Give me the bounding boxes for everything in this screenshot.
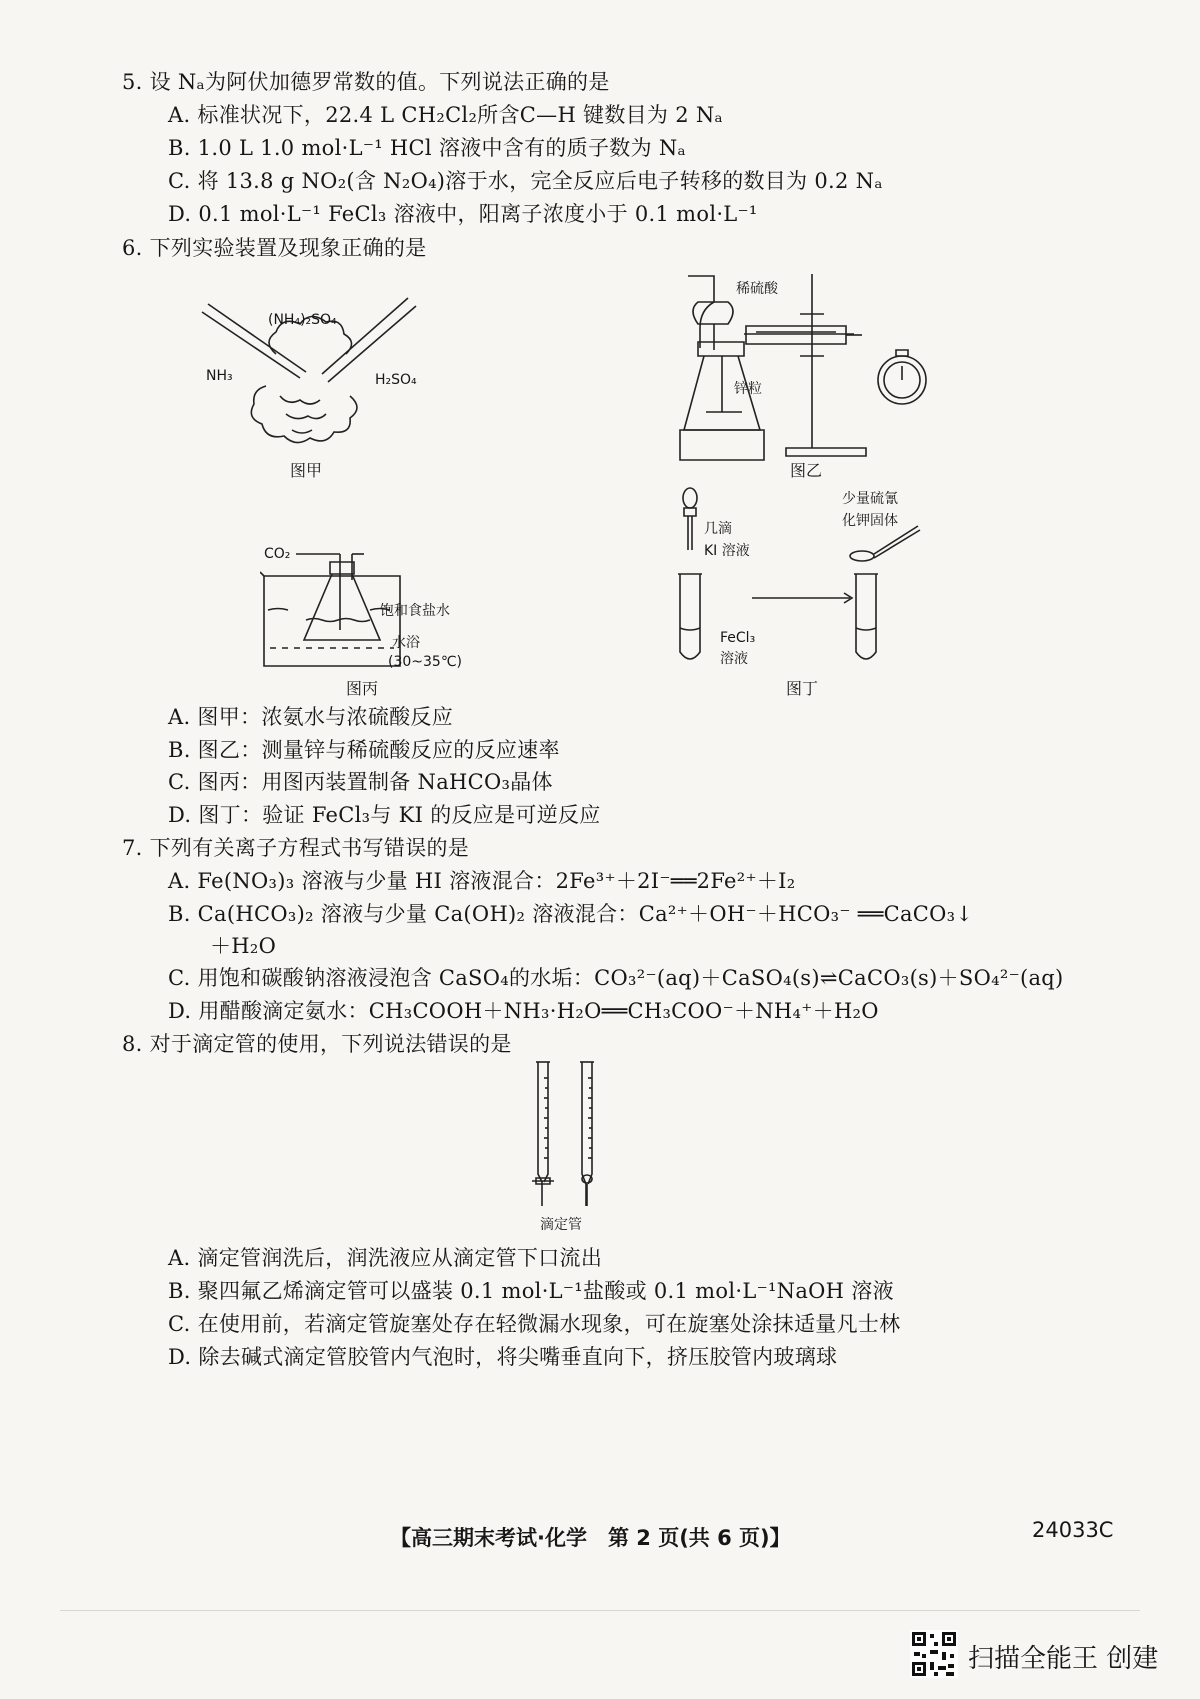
q6-option-a: A. 图甲：浓氨水与浓硫酸反应 bbox=[168, 705, 454, 729]
figure-bing-label-brine: 饱和食盐水 bbox=[380, 603, 450, 619]
figure-yi-caption: 图乙 bbox=[790, 461, 823, 480]
figure-burettes-caption: 滴定管 bbox=[540, 1217, 582, 1233]
figure-ding-label-kscn-1: 少量硫氰 bbox=[842, 491, 898, 507]
q5-option-d: D. 0.1 mol·L⁻¹ FeCl₃ 溶液中，阳离子浓度小于 0.1 mol·L⁻¹ bbox=[168, 202, 758, 226]
figure-jia-caption: 图甲 bbox=[290, 461, 323, 480]
q7-stem: 7. 下列有关离子方程式书写错误的是 bbox=[122, 836, 470, 860]
page-footer: 【高三期末考试·化学 第 2 页(共 6 页)】 bbox=[390, 1526, 791, 1550]
q7-option-b-continued: ＋H₂O bbox=[210, 934, 277, 958]
figure-bing-label-gas: CO₂ bbox=[264, 546, 291, 562]
figure-ding-label-solution: 溶液 bbox=[720, 651, 748, 667]
figure-ding-label-ki: KI 溶液 bbox=[704, 543, 750, 559]
figure-jia-label-left: NH₃ bbox=[206, 368, 233, 384]
q8-option-a: A. 滴定管润洗后，润洗液应从滴定管下口流出 bbox=[168, 1246, 603, 1270]
q7-option-a: A. Fe(NO₃)₃ 溶液与少量 HI 溶液混合：2Fe³⁺＋2I⁻══2Fe²⁺＋I₂ bbox=[168, 869, 796, 893]
figure-yi-gas-syringe bbox=[676, 262, 946, 462]
q6-option-d: D. 图丁：验证 FeCl₃与 KI 的反应是可逆反应 bbox=[168, 803, 601, 827]
q6-option-b: B. 图乙：测量锌与稀硫酸反应的反应速率 bbox=[168, 738, 560, 762]
scanner-watermark: 扫描全能王 创建 bbox=[968, 1644, 1159, 1674]
q8-option-b: B. 聚四氟乙烯滴定管可以盛装 0.1 mol·L⁻¹盐酸或 0.1 mol·L⁻¹NaOH 溶液 bbox=[168, 1279, 894, 1303]
q5-option-c: C. 将 13.8 g NO₂(含 N₂O₄)溶于水，完全反应后电子转移的数目为 0.2 Nₐ bbox=[168, 169, 883, 193]
figure-jia-label-right: H₂SO₄ bbox=[375, 372, 417, 388]
figure-yi-label-zinc: 锌粒 bbox=[734, 381, 762, 397]
figure-bing-label-bath: 水浴 bbox=[392, 635, 420, 651]
figure-bing-label-temp: (30~35℃) bbox=[388, 654, 463, 670]
exam-code: 24033C bbox=[1032, 1518, 1114, 1542]
figure-bing-caption: 图丙 bbox=[346, 679, 379, 698]
qr-code-icon bbox=[910, 1630, 958, 1678]
figure-burettes bbox=[524, 1058, 614, 1210]
figure-ding-label-fecl3: FeCl₃ bbox=[720, 630, 756, 646]
q8-option-c: C. 在使用前，若滴定管旋塞处存在轻微漏水现象，可在旋塞处涂抹适量凡士林 bbox=[168, 1312, 901, 1336]
q5-option-b: B. 1.0 L 1.0 mol·L⁻¹ HCl 溶液中含有的质子数为 Nₐ bbox=[168, 136, 686, 160]
q7-option-c: C. 用饱和碳酸钠溶液浸泡含 CaSO₄的水垢：CO₃²⁻(aq)＋CaSO₄(s)⇌CaCO₃(s)＋SO₄²⁻(aq) bbox=[168, 966, 1064, 990]
q7-option-b: B. Ca(HCO₃)₂ 溶液与少量 Ca(OH)₂ 溶液混合：Ca²⁺＋OH⁻＋HCO₃⁻ ══CaCO₃↓ bbox=[168, 902, 974, 926]
q7-option-d: D. 用醋酸滴定氨水：CH₃COOH＋NH₃·H₂O══CH₃COO⁻＋NH₄⁺＋H₂O bbox=[168, 999, 879, 1023]
q8-stem: 8. 对于滴定管的使用，下列说法错误的是 bbox=[122, 1032, 512, 1056]
figure-ding-caption: 图丁 bbox=[786, 679, 819, 698]
figure-ding-label-drops: 几滴 bbox=[704, 521, 732, 537]
figure-jia-label-top: (NH₄)₂SO₄ bbox=[268, 312, 337, 328]
q5-stem: 5. 设 Nₐ为阿伏加德罗常数的值。下列说法正确的是 bbox=[122, 70, 610, 94]
q6-stem: 6. 下列实验装置及现象正确的是 bbox=[122, 236, 427, 260]
figure-yi-label-acid: 稀硫酸 bbox=[736, 281, 778, 297]
scan-divider bbox=[60, 1610, 1140, 1611]
q5-option-a: A. 标准状况下，22.4 L CH₂Cl₂所含C—H 键数目为 2 Nₐ bbox=[168, 103, 723, 127]
q8-option-d: D. 除去碱式滴定管胶管内气泡时，将尖嘴垂直向下，挤压胶管内玻璃球 bbox=[168, 1345, 838, 1369]
q6-option-c: C. 图丙：用图丙装置制备 NaHCO₃晶体 bbox=[168, 770, 553, 794]
figure-ding-label-kscn-2: 化钾固体 bbox=[842, 513, 898, 529]
